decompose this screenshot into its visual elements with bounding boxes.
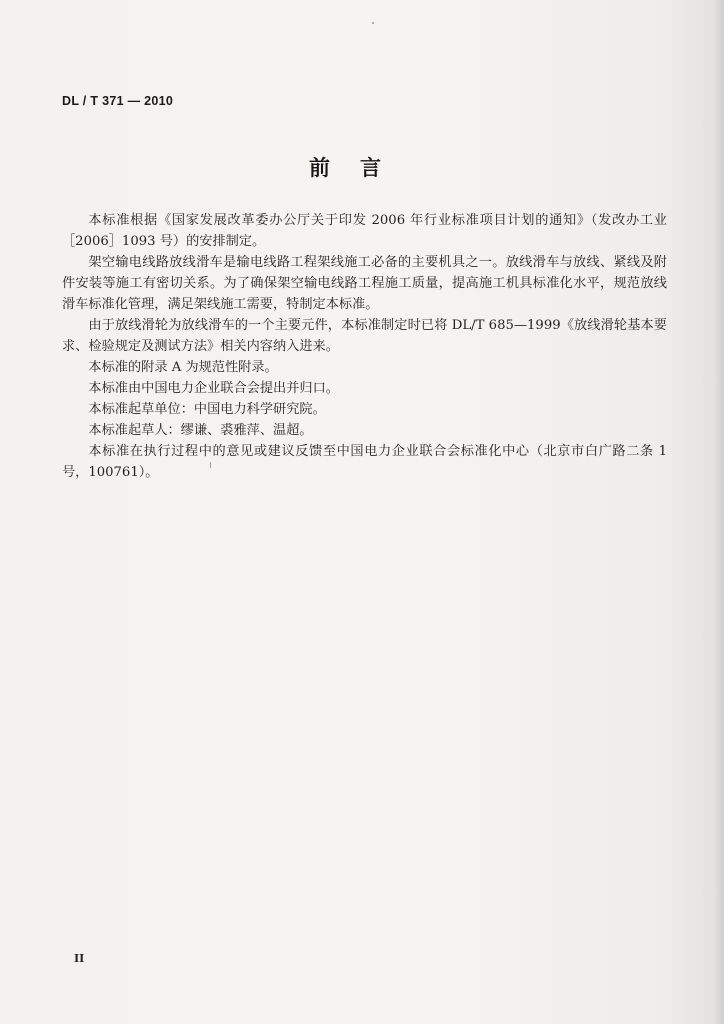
document-code: DL / T 371 — 2010 [62,94,174,108]
preface-body [62,210,667,483]
scan-speck [372,22,374,24]
paragraph-feedback: 本标准在执行过程中的意见或建议反馈至中国电力企业联合会标准化中心（北京市白广路二条 1 号，100761）。 [62,444,667,480]
paragraph-proposer: 本标准由中国电力企业联合会提出并归口。 [88,381,339,396]
page-number: II [74,952,85,965]
paragraph-plan-basis: 本标准根据《国家发展改革委办公厅关于印发 2006 年行业标准项目计划的通知》（发改办工业［2006］1093 号）的安排制定。 [62,213,667,249]
scan-speck [210,462,211,468]
page-edge-shadow [714,0,724,1024]
paragraph-drafters: 本标准起草人：缪谦、裘雅萍、温超。 [88,423,313,438]
paragraph-purpose: 架空输电线路放线滑车是输电线路工程架线施工必备的主要机具之一。放线滑车与放线、紧线及附件安装等施工有密切关系。为了确保架空输电线路工程施工质量，提高施工机具标准化水平，规范放线滑车标准化管理，满足架线施工需要，特制定本标准。 [62,255,667,312]
paragraph-drafting-unit: 本标准起草单位：中国电力科学研究院。 [88,402,326,417]
paragraph-appendix: 本标准的附录 A 为规范性附录。 [88,360,278,375]
paragraph-incorporation: 由于放线滑轮为放线滑车的一个主要元件，本标准制定时已将 DL/T 685—1999《放线滑轮基本要求、检验规定及测试方法》相关内容纳入进来。 [62,318,667,354]
page-title: 前言 [309,155,411,180]
